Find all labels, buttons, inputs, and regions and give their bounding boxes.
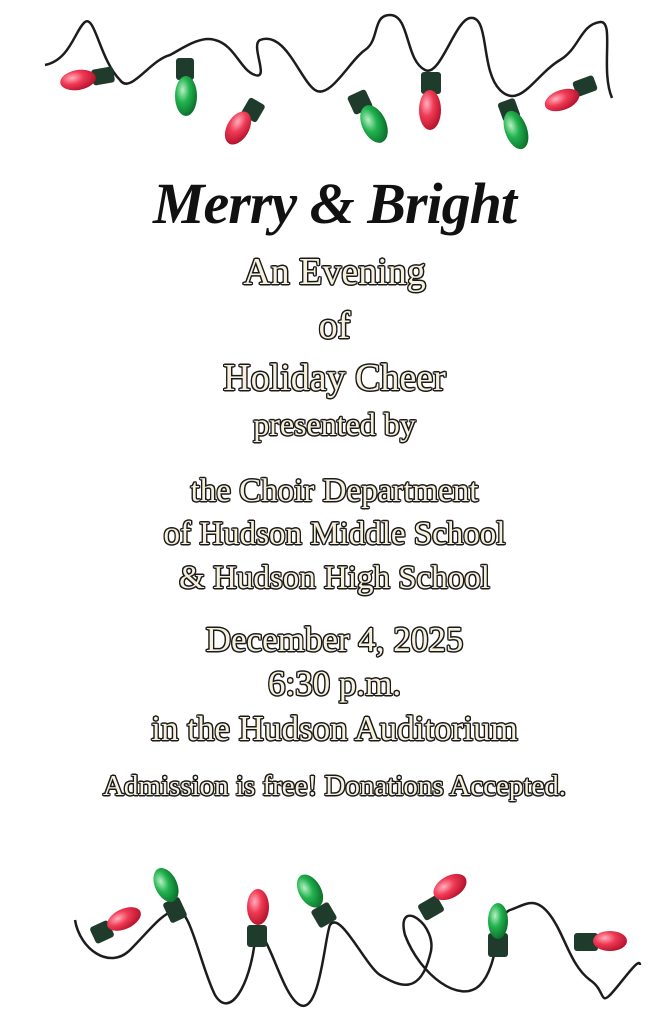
event-date: December 4, 2025 [205,620,464,659]
bulb-red-icon [574,931,627,951]
admission-note: Admission is free! Donations Accepted. [102,770,567,802]
bulb-red-icon [247,889,269,947]
bulb-red-icon [417,868,471,921]
presenter-line: & Hudson High School [179,560,490,596]
presenter-line: of Hudson Middle School [163,516,506,552]
bulb-green-icon [148,864,187,924]
subtitle-line: Holiday Cheer [223,357,446,399]
bulb-green-icon [497,98,533,153]
bulb-green-icon [347,89,394,147]
wire [75,903,640,1006]
presented-by-label: presented by [253,406,416,442]
subtitle-line: of [318,305,351,347]
bulb-red-icon [219,97,265,149]
subtitle-line: An Evening [243,251,426,293]
bulb-green-icon [488,903,508,957]
bulb-red-icon [419,72,441,130]
string-lights-bottom [0,855,669,1036]
event-location: in the Hudson Auditorium [151,709,518,748]
bulb-red-icon [89,902,144,944]
string-lights-top [0,0,669,160]
bulb-green-icon [291,870,337,929]
bulb-red-icon [542,75,598,116]
bulb-green-icon [175,58,197,116]
event-time: 6:30 p.m. [267,664,402,703]
flyer-title: Merry & Bright [152,171,517,236]
presenter-line: the Choir Department [190,473,479,509]
wire [45,15,612,98]
bulb-red-icon [59,66,116,93]
